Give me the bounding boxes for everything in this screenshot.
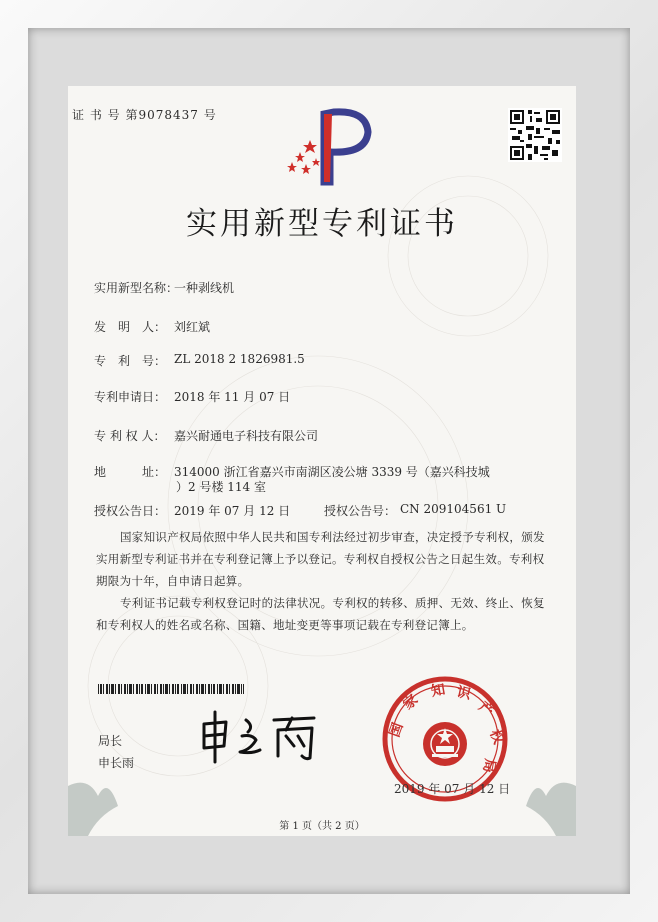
svg-text:家: 家 <box>400 691 422 714</box>
field-value-patentee: 嘉兴耐通电子科技有限公司 <box>174 429 319 443</box>
field-value-patent-number: ZL 2018 2 1826981.5 <box>174 352 305 366</box>
field-value-inventor: 刘红斌 <box>174 320 211 334</box>
field-label-patentee: 专 利 权 人： <box>94 429 166 443</box>
certificate-title: 实用新型专利证书 <box>186 206 458 242</box>
paragraph-grant-statement: 国家知识产权局依照中华人民共和国专利法经过初步审查，决定授予专利权，颁发实用新型专利证书并在专利登记簿上予以登记。专利权自授权公告之日起生效。专利权期限为十年，自申请日起算。 <box>96 530 545 588</box>
field-value-name: 一种剥线机 <box>174 281 235 295</box>
field-value-application-date: 2018 年 11 月 07 日 <box>174 390 291 404</box>
page-indicator: 第 1 页（共 2 页） <box>279 821 365 832</box>
svg-text:权: 权 <box>486 727 507 747</box>
svg-text:产: 产 <box>475 698 497 721</box>
signatory-title: 局长 <box>98 734 123 748</box>
field-label-inventor: 发 明 人： <box>94 320 167 334</box>
svg-text:识: 识 <box>455 684 473 703</box>
grant-number-label: 授权公告号： <box>324 504 397 518</box>
grant-date-value: 2019 年 07 月 12 日 <box>174 504 291 518</box>
svg-text:知: 知 <box>429 681 447 700</box>
field-label-application-date: 专利申请日： <box>94 390 167 404</box>
signatory-name: 申长雨 <box>98 756 135 770</box>
grant-date-label: 授权公告日： <box>94 504 167 518</box>
field-label-patent-number: 专 利 号： <box>94 354 167 368</box>
certificate-paper <box>68 86 576 836</box>
field-value-address-line2: ）2 号楼 114 室 <box>176 480 266 494</box>
field-label-address: 地 址： <box>94 465 167 479</box>
patent-office-logo <box>280 96 380 196</box>
seal-date: 2019 年 07 月 12 日 <box>394 782 511 796</box>
paragraph-legal-status: 专利证书记载专利权登记时的法律状况。专利权的转移、质押、无效、终止、恢复和专利权人的姓名或名称、国籍、地址变更等事项记载在专利登记簿上。 <box>96 596 545 632</box>
grant-number-value: CN 209104561 U <box>400 502 507 516</box>
field-label-name: 实用新型名称： <box>94 281 179 295</box>
barcode <box>98 684 244 694</box>
certificate-number: 证 书 号 第9078437 号 <box>72 108 217 122</box>
qr-code <box>508 108 562 162</box>
handwritten-signature <box>194 706 324 766</box>
field-value-address: 314000 浙江省嘉兴市南湖区凌公塘 3339 号（嘉兴科技城 <box>174 465 490 479</box>
svg-text:局: 局 <box>479 757 498 774</box>
svg-text:国: 国 <box>386 720 407 740</box>
